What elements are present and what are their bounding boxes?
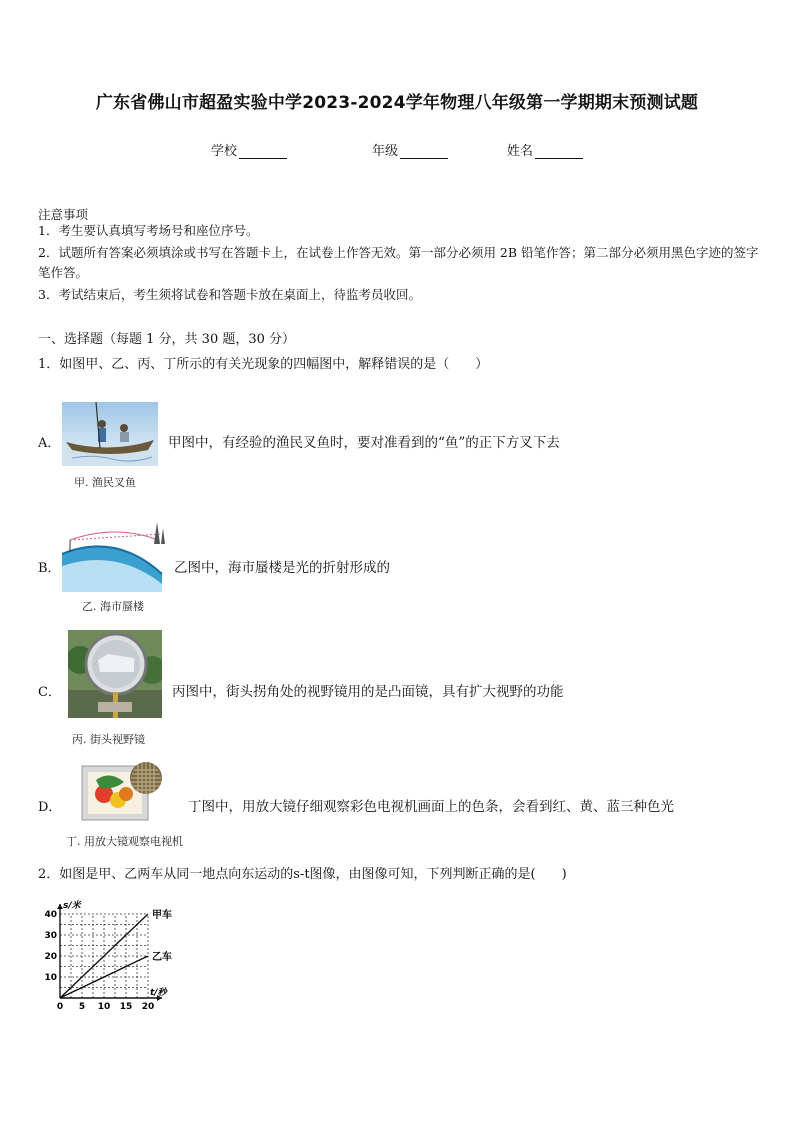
question-2-stem: 2．如图是甲、乙两车从同一地点向东运动的s-t图像，由图像可知，下列判断正确的是( ) (38, 867, 567, 882)
note-item: 3．考试结束后，考生须将试卷和答题卡放在桌面上，待监考员收回。 (38, 287, 421, 302)
x-tick-label: 15 (119, 1002, 133, 1012)
st-chart-svg (38, 898, 188, 1026)
option-d-text: 丁图中，用放大镜仔细观察彩色电视机画面上的色条，会看到红、黄、蓝三种色光 (188, 799, 674, 815)
y-tick-label: 20 (44, 952, 57, 962)
option-a-label: A． (38, 436, 61, 451)
y-tick-label: 10 (44, 973, 57, 983)
option-d-label: D． (38, 800, 62, 815)
image-caption: 乙. 海市蜃楼 (82, 600, 144, 613)
x-axis-label: t/秒 (150, 988, 167, 998)
option-b-label: B． (38, 561, 61, 576)
notes-heading: 注意事项 (38, 207, 89, 222)
name-label: 姓名 (507, 144, 534, 159)
image-caption: 甲. 渔民叉鱼 (74, 476, 136, 489)
name-field (507, 140, 583, 159)
note-item: 2．试题所有答案必须填涂或书写在答题卡上，在试卷上作答无效。第一部分必须用 2B 铅笔作答；第二部分必须用黑色字迹的签字笔作答。 (38, 245, 759, 280)
image-caption: 丙. 街头视野镜 (72, 733, 145, 746)
option-c-label: C． (38, 685, 61, 700)
option-b-text: 乙图中，海市蜃楼是光的折射形成的 (174, 560, 390, 576)
question-1-stem: 1．如图甲、乙、丙、丁所示的有关光现象的四幅图中，解释错误的是（ ） (38, 357, 489, 372)
x-tick-label: 0 (56, 1002, 64, 1012)
series-label: 甲车 (152, 910, 172, 921)
grade-label: 年级 (372, 144, 399, 159)
fisherman-image (62, 402, 158, 466)
school-field (211, 140, 287, 159)
school-label: 学校 (211, 144, 238, 159)
y-tick-label: 40 (44, 910, 57, 920)
street-mirror-image (68, 630, 162, 718)
x-tick-label: 20 (141, 1002, 155, 1012)
grade-blank[interactable] (400, 144, 448, 159)
option-a-text: 甲图中，有经验的渔民叉鱼时，要对准看到的“鱼”的正下方叉下去 (168, 435, 560, 451)
page-title: 广东省佛山市超盈实验中学2023-2024学年物理八年级第一学期期末预测试题 (95, 93, 699, 113)
school-blank[interactable] (239, 144, 287, 159)
y-tick-label: 30 (44, 931, 57, 941)
series-label: 乙车 (152, 952, 172, 963)
name-blank[interactable] (535, 144, 583, 159)
y-axis-label: s/米 (63, 901, 81, 911)
option-c-text: 丙图中，街头拐角处的视野镜用的是凸面镜，具有扩大视野的功能 (172, 684, 564, 700)
grade-field (372, 140, 448, 159)
st-chart (38, 898, 188, 1026)
mirage-image (62, 514, 170, 592)
note-item: 1．考生要认真填写考场号和座位序号。 (38, 223, 259, 238)
image-caption: 丁. 用放大镜观察电视机 (66, 835, 183, 848)
tv-magnifier-image (80, 760, 164, 824)
section-heading: 一、选择题（每题 1 分，共 30 题，30 分） (38, 332, 296, 347)
x-tick-label: 10 (97, 1002, 111, 1012)
x-tick-label: 5 (78, 1002, 86, 1012)
